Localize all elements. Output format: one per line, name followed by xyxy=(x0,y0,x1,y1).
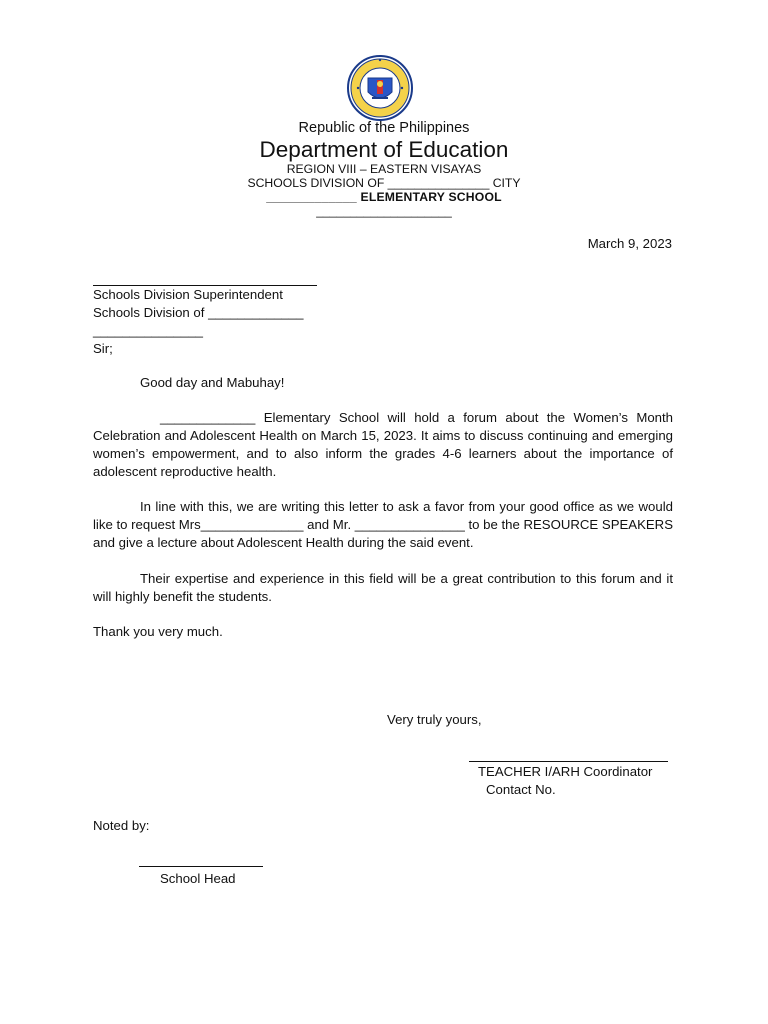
school-name-line: _____________ ELEMENTARY SCHOOL xyxy=(266,190,502,204)
school-head-title: School Head xyxy=(160,871,236,886)
recipient-address: _______________ xyxy=(93,323,204,338)
closing: Very truly yours, xyxy=(387,712,482,727)
school-address-blank: ____________________ xyxy=(316,204,452,218)
signatory-title: TEACHER I/ARH Coordinator xyxy=(478,764,653,779)
deped-seal-logo xyxy=(346,54,414,122)
department-title: Department of Education xyxy=(259,137,509,162)
division-line: SCHOOLS DIVISION OF _______________ CITY xyxy=(247,176,521,190)
letter-date: March 9, 2023 xyxy=(587,236,672,251)
paragraph-3: Their expertise and experience in this field will be a great contribution to this forum and it will highly benefit the students. xyxy=(93,571,673,604)
recipient-division: Schools Division of _____________ xyxy=(93,305,304,320)
greeting: Good day and Mabuhay! xyxy=(140,375,285,390)
paragraph-2: In line with this, we are writing this letter to ask a favor from your good office as we would like to request Mrs______________ and Mr. _______________ to be the RESOURCE SPEAKERS and give a lecture about Adolescent Health during the said event. xyxy=(93,499,673,550)
paragraph-1: _____________ Elementary School will hold a forum about the Women’s Month Celebration and Adolescent Health on March 15, 2023. It aims to discuss continuing and emerging women’s empowerment, and to also inform the grades 4-6 learners about the importance of adolescent reproductive health. xyxy=(93,410,673,479)
school-head-signature-line xyxy=(139,866,263,867)
region-line: REGION VIII – EASTERN VISAYAS xyxy=(286,162,482,176)
thanks-line: Thank you very much. xyxy=(93,624,223,639)
recipient-title: Schools Division Superintendent xyxy=(93,287,283,302)
signature-line xyxy=(469,761,668,762)
noted-by-label: Noted by: xyxy=(93,818,150,833)
republic-heading: Republic of the Philippines xyxy=(298,120,470,136)
salutation: Sir; xyxy=(93,341,113,356)
contact-number: Contact No. xyxy=(486,782,556,797)
